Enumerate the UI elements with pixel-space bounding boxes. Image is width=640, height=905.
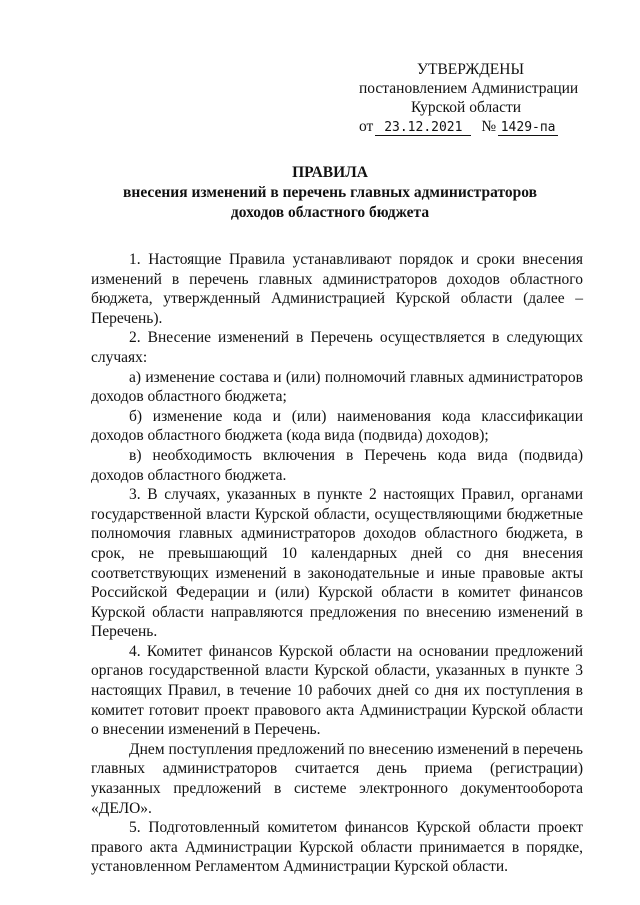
- paragraph-2b: б) изменение кода и (или) наименования кода классификации доходов областного бюджета (кода вида (подвида) доходов);: [91, 407, 583, 445]
- paragraph-2a: а) изменение состава и (или) полномочий главных администраторов доходов областного бюджета;: [91, 368, 583, 406]
- paragraph-2c: в) необходимость включения в Перечень кода вида (подвида) доходов областного бюджета.: [91, 446, 583, 484]
- title-subtitle-line-2: доходов областного бюджета: [230, 204, 430, 221]
- approval-heading: УТВЕРЖДЕНЫ: [417, 61, 524, 78]
- decree-date: 23.12.2021: [375, 120, 471, 136]
- date-prefix: от: [359, 118, 374, 135]
- number-sign: №: [481, 118, 497, 135]
- document-title: [80, 163, 580, 223]
- title-subtitle-line-1: внесения изменений в перечень главных администраторов: [123, 184, 537, 201]
- paragraph-4-note: Днем поступления предложений по внесению изменений в перечень главных администраторов считается день приема (регистрации) указанных предложений в системе электронного документооборота «ДЕЛО».: [91, 740, 583, 817]
- paragraph-5: 5. Подготовленный комитетом финансов Курской области проект правого акта Администрации Курской области принимается в порядке, установленном Регламентом Администрации Курской области.: [91, 819, 583, 876]
- approval-region: Курской области: [411, 99, 522, 116]
- title-main: ПРАВИЛА: [292, 164, 368, 181]
- paragraph-3: 3. В случаях, указанных в пункте 2 настоящих Правил, органами государственной власти Курской области, осуществляющими бюджетные полномочия главных администраторов доходов областного бюджета, в срок, не превышающий 10 календарных дней со дня внесения соответствующих изменений в законодательные и иные правовые акты Российской Федерации и (или) Курской области в комитет финансов Курской области направляются предложения по внесению изменений в Перечень.: [91, 486, 583, 641]
- approval-issuer: постановлением Администрации: [359, 80, 579, 97]
- approval-date-number-line: [355, 117, 595, 136]
- paragraph-1: 1. Настоящие Правила устанавливают порядок и сроки внесения изменений в перечень главных администраторов доходов областного бюджета, утвержденный Администрацией Курской области (далее – Перечень).: [91, 251, 583, 327]
- paragraph-2: 2. Внесение изменений в Перечень осуществляется в следующих случаях:: [91, 329, 583, 366]
- document-body: [91, 250, 583, 877]
- decree-number: 1429-па: [498, 120, 558, 136]
- approval-stamp-block: [355, 60, 595, 136]
- paragraph-4: 4. Комитет финансов Курской области на основании предложений органов государственной власти Курской области, указанных в пункте 3 настоящих Правил, в течение 10 рабочих дней со дня их поступления в комитет готовит проект правового акта Администрации Курской области о внесении изменений в Перечень.: [91, 642, 583, 739]
